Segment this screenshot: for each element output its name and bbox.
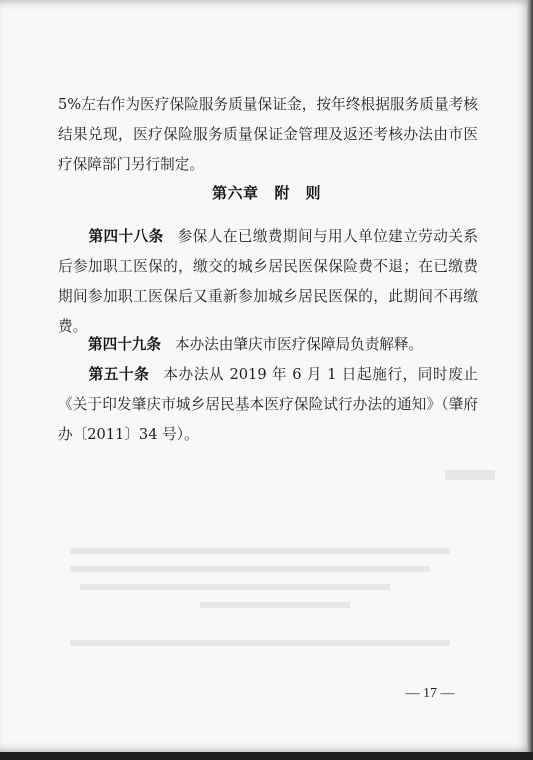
bleed-through-mark <box>445 470 495 480</box>
bleed-through-mark <box>80 584 390 590</box>
chapter-title: 附 则 <box>274 184 322 202</box>
scanner-bottom-edge <box>0 752 533 760</box>
page-edge-shadow <box>527 0 533 752</box>
article-50 <box>58 360 478 450</box>
article-49 <box>58 330 478 360</box>
page-number: — 17 — <box>405 686 455 701</box>
article-text: 本办法从 2019 年 6 月 1 日起施行，同时废止《关于印发肇庆市城乡居民基本医疗保险试行办法的通知》（肇府办〔2011〕34 号）。 <box>58 366 478 443</box>
article-text: 参保人在已缴费期间与用人单位建立劳动关系后参加职工医保的，缴交的城乡居民医保保险费不退；在已缴费期间参加职工医保后又重新参加城乡居民医保的，此期间不再缴费。 <box>58 228 478 335</box>
article-label: 第四十九条 <box>88 336 161 353</box>
bleed-through-mark <box>200 602 350 608</box>
bleed-through-mark <box>70 548 450 554</box>
bleed-through-mark <box>70 566 430 572</box>
chapter-number: 第六章 <box>211 184 259 202</box>
chapter-heading <box>0 182 533 203</box>
article-text: 本办法由肇庆市医疗保障局负责解释。 <box>174 336 424 353</box>
article-label: 第四十八条 <box>88 228 164 245</box>
article-48 <box>58 222 478 342</box>
article-label: 第五十条 <box>88 366 150 383</box>
bleed-through-mark <box>70 640 450 646</box>
intro-paragraph: 5%左右作为医疗保险服务质量保证金，按年终根据服务质量考核结果兑现，医疗保险服务质量保证金管理及返还考核办法由市医疗保障部门另行制定。 <box>58 96 478 173</box>
